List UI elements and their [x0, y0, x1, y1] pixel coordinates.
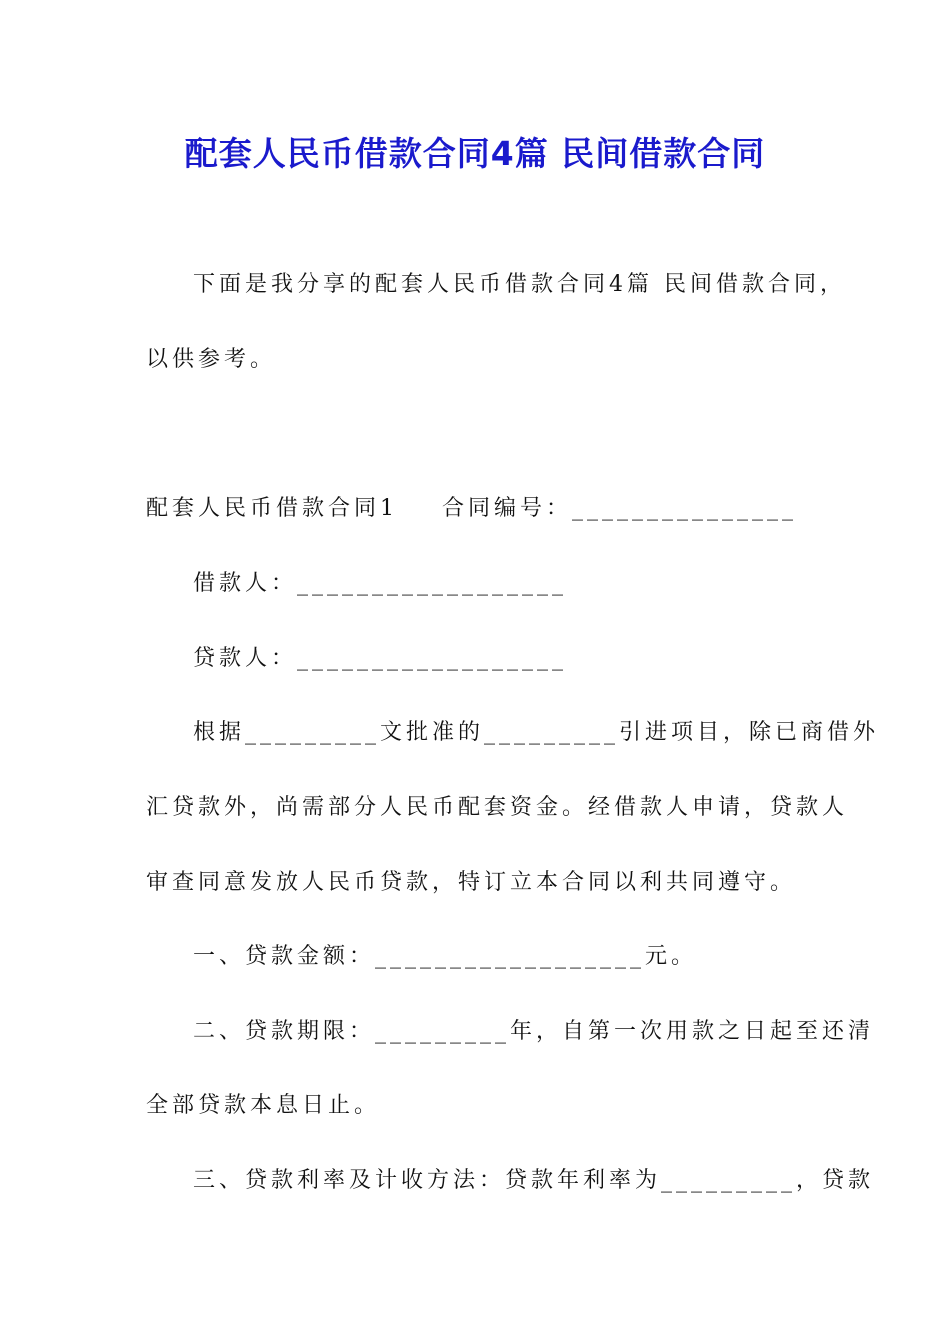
clause-3-rate-line: 三、贷款利率及计收方法：贷款年利率为_________，贷款 — [193, 1168, 875, 1193]
clause-2-term-line-1: 二、贷款期限：_________年，自第一次用款之日起至还清 — [193, 1019, 875, 1044]
borrower-line: 借款人：__________________ — [193, 571, 568, 596]
intro-line-2: 以供参考。 — [146, 347, 277, 372]
lender-line: 贷款人：__________________ — [193, 646, 568, 671]
paragraph-line-3: 审查同意发放人民币贷款，特订立本合同以利共同遵守。 — [146, 870, 797, 895]
intro-line-1: 下面是我分享的配套人民币借款合同4篇 民间借款合同， — [193, 272, 846, 297]
clause-1-amount: 一、贷款金额：__________________元。 — [193, 944, 698, 969]
paragraph-line-1: 根据_________文批准的_________引进项目，除已商借外 — [193, 720, 880, 745]
contract-heading: 配套人民币借款合同1 合同编号：_______________ — [146, 496, 797, 521]
paragraph-line-2: 汇贷款外，尚需部分人民币配套资金。经借款人申请，贷款人 — [146, 795, 849, 820]
document-title: 配套人民币借款合同4篇 民间借款合同 — [184, 134, 766, 173]
clause-2-term-line-2: 全部贷款本息日止。 — [146, 1093, 381, 1118]
